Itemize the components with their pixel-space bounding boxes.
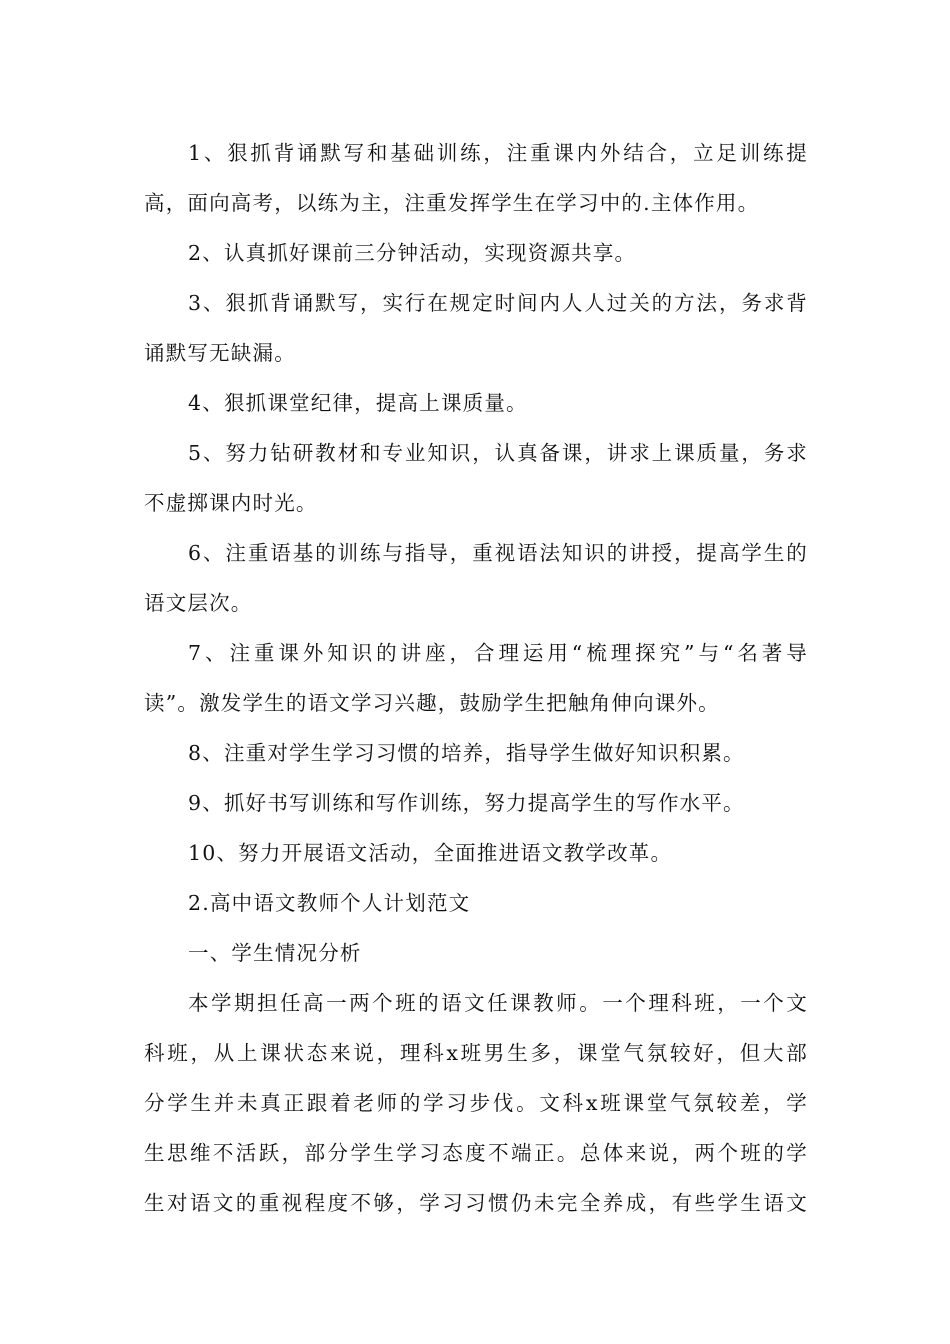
text-line: 3、狠抓背诵默写，实行在规定时间内人人过关的方法，务求背 bbox=[188, 291, 808, 315]
text-line: 6、注重语基的训练与指导，重视语法知识的讲授，提高学生的 bbox=[188, 541, 808, 565]
text-line: 7、注重课外知识的讲座，合理运用“梳理探究”与“名著导 bbox=[188, 641, 808, 665]
text-line: 10、努力开展语文活动，全面推进语文教学改革。 bbox=[188, 841, 673, 865]
text-line: 1、狠抓背诵默写和基础训练，注重课内外结合，立足训练提 bbox=[188, 141, 808, 165]
text-line: 科班，从上课状态来说，理科x班男生多，课堂气氛较好，但大部 bbox=[144, 1041, 808, 1065]
text-line: 生思维不活跃，部分学生学习态度不端正。总体来说，两个班的学 bbox=[144, 1141, 808, 1165]
text-line: 5、努力钻研教材和专业知识，认真备课，讲求上课质量，务求 bbox=[188, 441, 808, 465]
document-body bbox=[144, 128, 808, 1228]
text-line: 4、狠抓课堂纪律，提高上课质量。 bbox=[188, 391, 528, 415]
text-line: 2、认真抓好课前三分钟活动，实现资源共享。 bbox=[188, 241, 637, 265]
text-line: 8、注重对学生学习习惯的培养，指导学生做好知识积累。 bbox=[188, 741, 745, 765]
text-line: 诵默写无缺漏。 bbox=[144, 341, 296, 365]
text-line: 分学生并未真正跟着老师的学习步伐。文科x班课堂气氛较差，学 bbox=[144, 1091, 808, 1115]
text-line: 读”。激发学生的语文学习兴趣，鼓励学生把触角伸向课外。 bbox=[144, 691, 720, 715]
text-line: 高，面向高考，以练为主，注重发挥学生在学习中的.主体作用。 bbox=[144, 191, 760, 215]
text-line: 生对语文的重视程度不够，学习习惯仍未完全养成，有些学生语文 bbox=[144, 1191, 808, 1215]
text-line: 不虚掷课内时光。 bbox=[144, 491, 318, 515]
text-line: 本学期担任高一两个班的语文任课教师。一个理科班，一个文 bbox=[188, 991, 808, 1015]
text-line: 9、抓好书写训练和写作训练，努力提高学生的写作水平。 bbox=[188, 791, 745, 815]
section-heading: 2.高中语文教师个人计划范文 bbox=[188, 891, 471, 915]
text-line: 语文层次。 bbox=[144, 591, 253, 615]
subsection-heading: 一、学生情况分析 bbox=[188, 941, 362, 965]
